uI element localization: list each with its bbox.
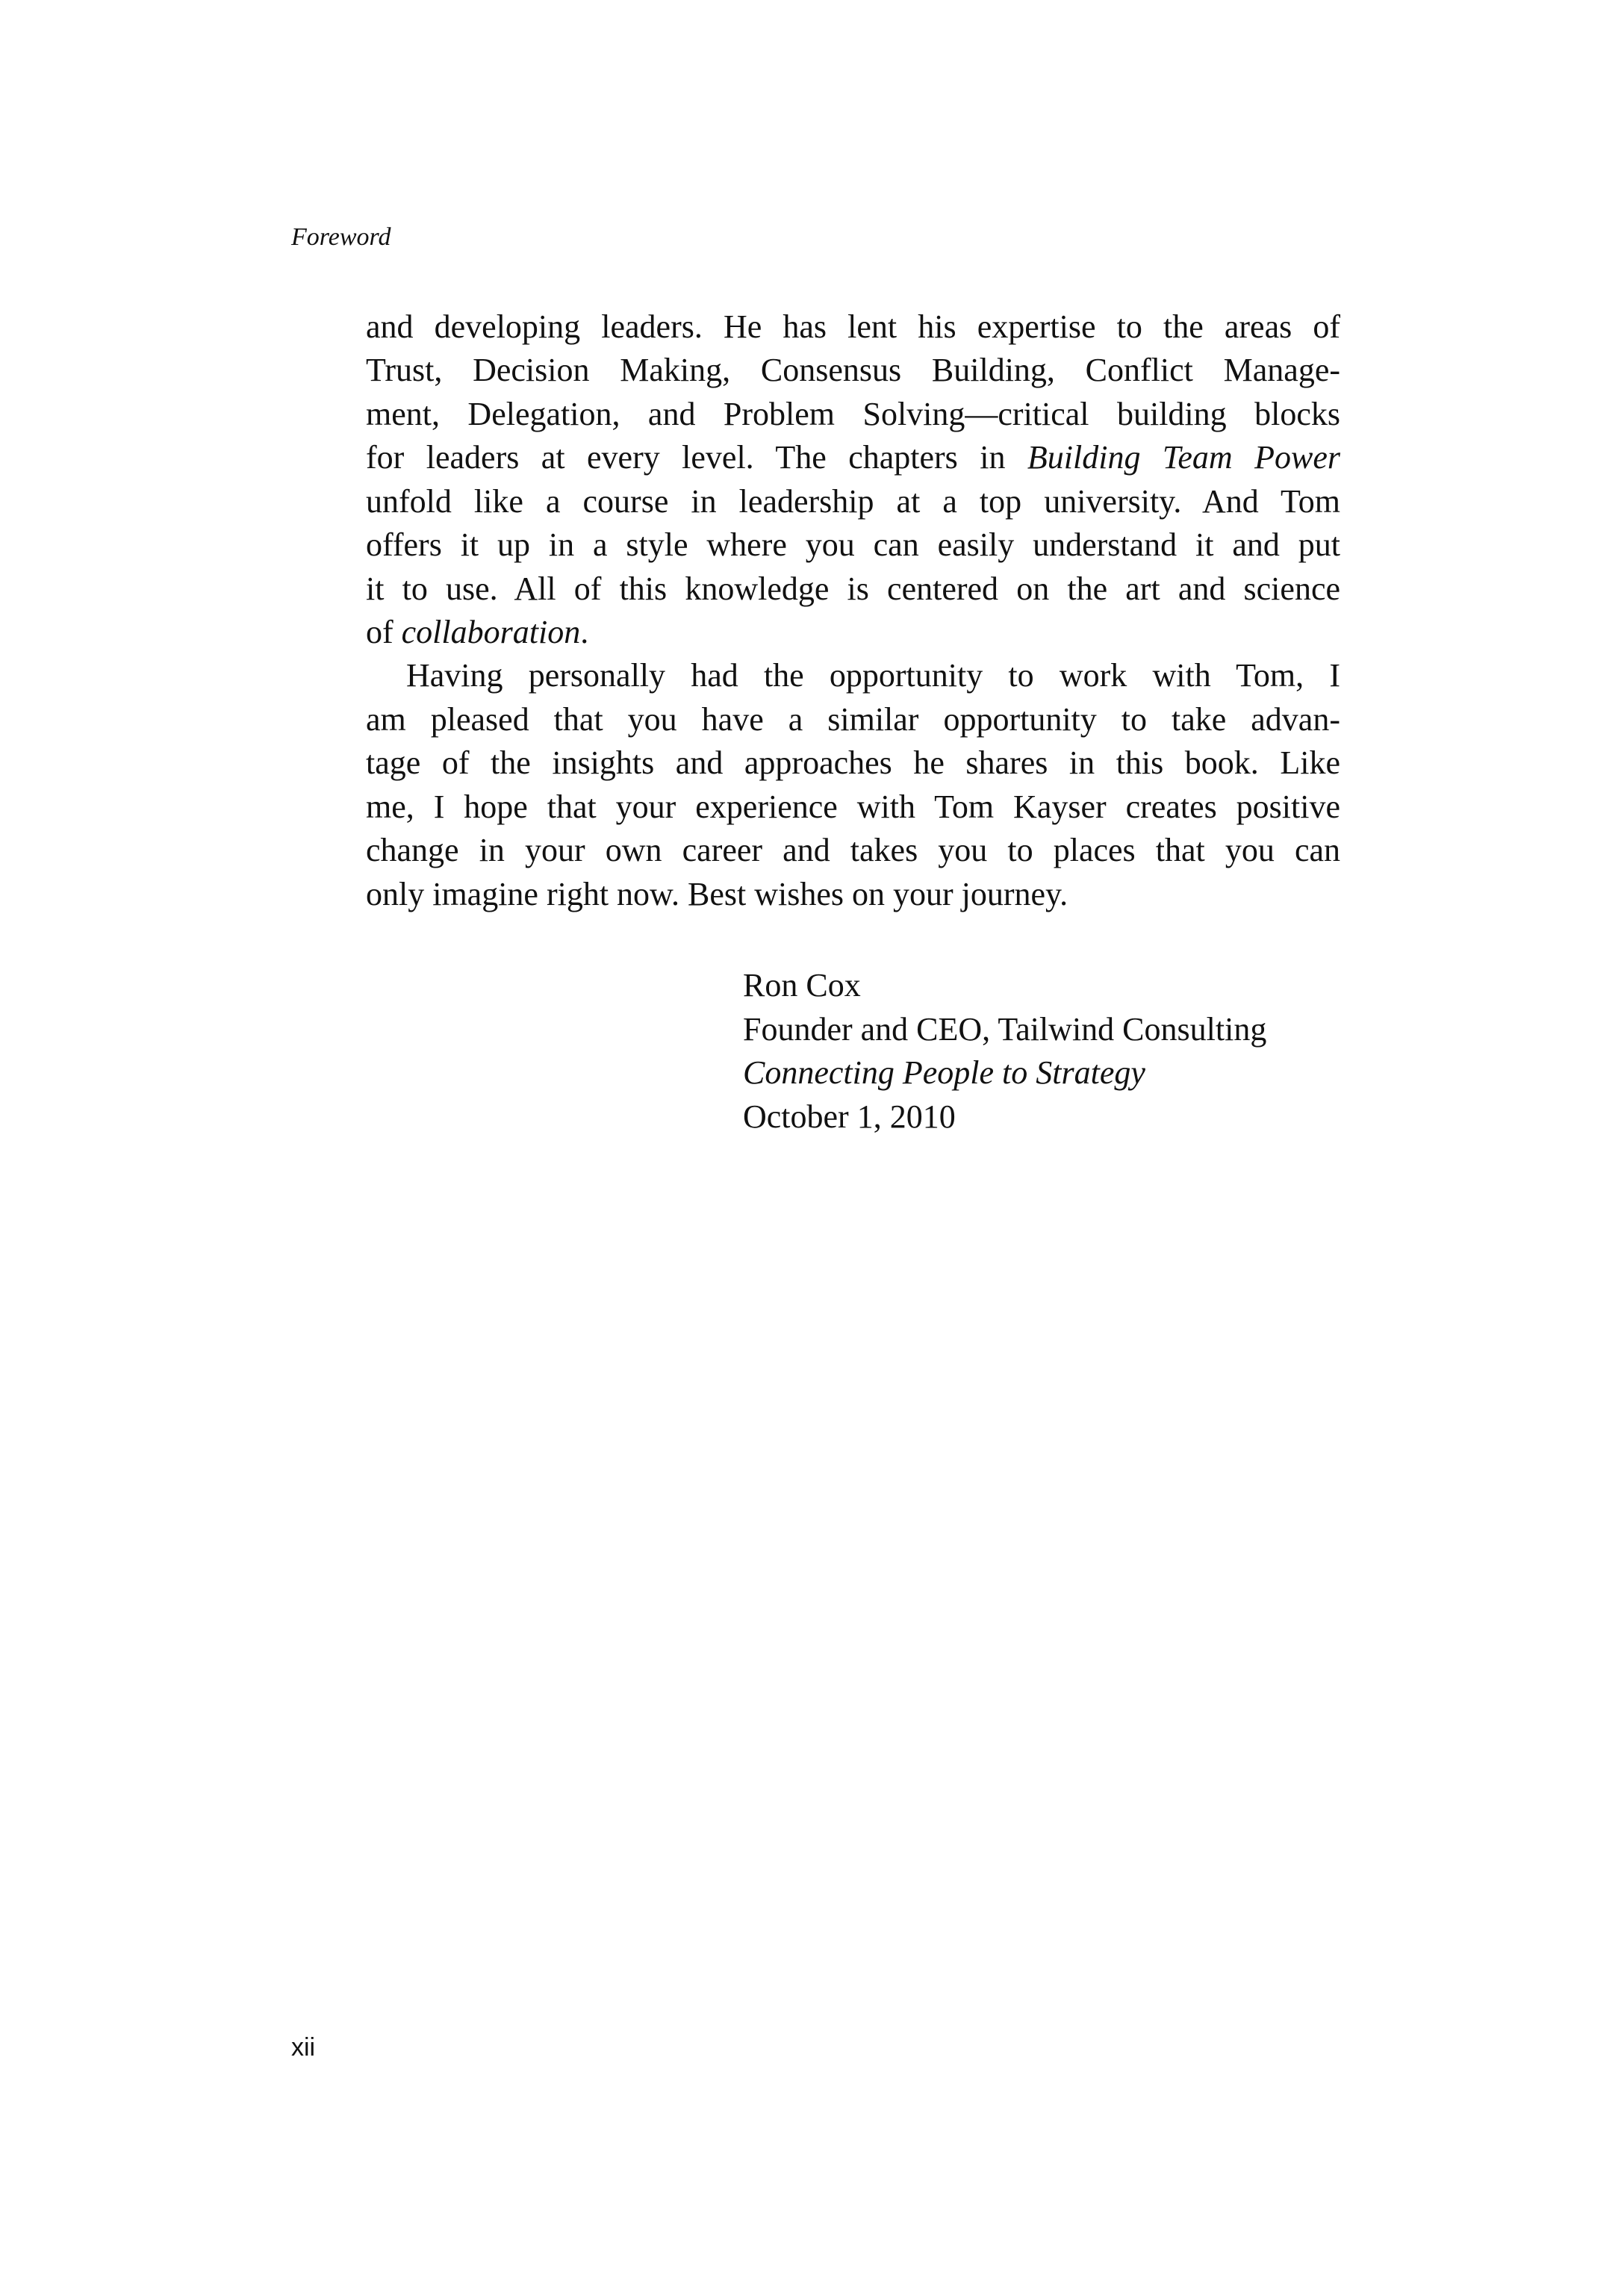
text-line: am pleased that you have a similar opportunity to take advan- bbox=[366, 701, 1340, 738]
signature-date: October 1, 2010 bbox=[743, 1098, 956, 1135]
signature-title: Founder and CEO, Tailwind Consulting bbox=[743, 1011, 1267, 1048]
text-line: ment, Delegation, and Problem Solving—critical building blocks bbox=[366, 396, 1340, 432]
text-line: offers it up in a style where you can easily understand it and put bbox=[366, 526, 1340, 563]
text-line bbox=[366, 436, 1340, 479]
signature-name: Ron Cox bbox=[743, 967, 861, 1004]
text-segment: for leaders at every level. The chapters in bbox=[366, 439, 1027, 476]
page-number: xii bbox=[291, 2033, 316, 2062]
signature-tagline: Connecting People to Strategy bbox=[743, 1054, 1145, 1091]
text-line: it to use. All of this knowledge is centered on the art and science bbox=[366, 570, 1340, 607]
text-line: Having personally had the opportunity to work with Tom, I bbox=[406, 657, 1340, 694]
text-line: me, I hope that your experience with Tom Kayser creates positive bbox=[366, 788, 1340, 825]
text-segment: . bbox=[580, 614, 589, 650]
text-line: change in your own career and takes you to places that you can bbox=[366, 832, 1340, 868]
text-line: tage of the insights and approaches he shares in this book. Like bbox=[366, 744, 1340, 781]
running-head: Foreword bbox=[291, 223, 391, 251]
text-line: unfold like a course in leadership at a top university. And Tom bbox=[366, 483, 1340, 520]
text-line: and developing leaders. He has lent his expertise to the areas of bbox=[366, 308, 1340, 345]
text-line: only imagine right now. Best wishes on your journey. bbox=[366, 876, 1068, 912]
text-line: Trust, Decision Making, Consensus Building, Conflict Manage- bbox=[366, 352, 1340, 388]
text-segment: of bbox=[366, 614, 402, 650]
book-title: Building Team Power bbox=[1027, 439, 1340, 476]
text-line bbox=[366, 611, 1340, 654]
emphasis: collaboration bbox=[401, 614, 581, 650]
